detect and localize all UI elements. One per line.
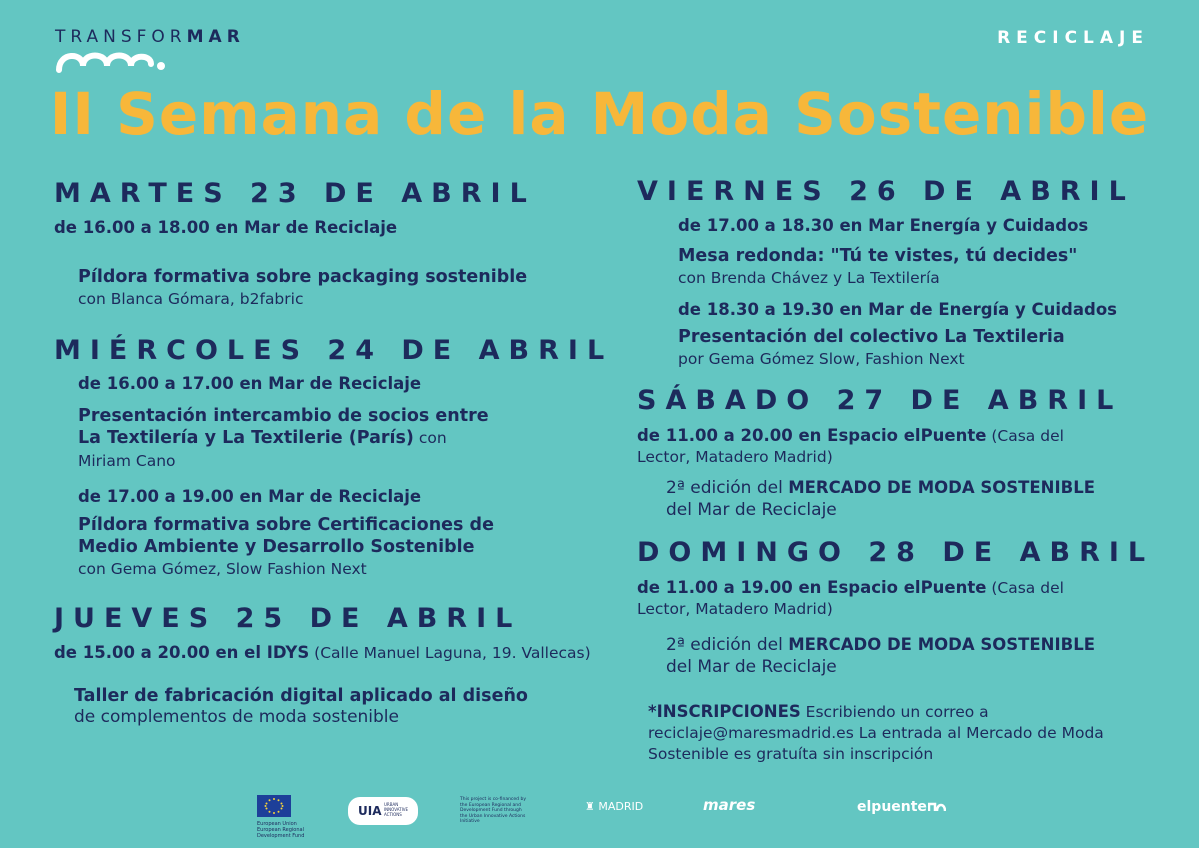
event-title-miercoles-1b <box>78 428 447 448</box>
uia-logo-sub: URBAN INNOVATIVE ACTIONS <box>384 802 409 817</box>
inscripciones-line3: Sostenible es gratuíta sin inscripción <box>648 745 934 763</box>
time-sabado <box>637 426 1064 445</box>
time-domingo <box>637 578 1064 597</box>
event-desc-domingo-pre: 2ª edición del <box>666 635 789 655</box>
cofinanced-text: This project is co-financed by the European Regional and Development Fund through the Urban Innovative Actions Initiative <box>460 797 526 824</box>
elpuente-logo-text: elpuente <box>857 799 927 815</box>
inscripciones-line1 <box>648 701 989 723</box>
time-domingo-line2: Lector, Matadero Madrid) <box>637 600 833 618</box>
elpuente-logo <box>857 799 946 815</box>
event-title-viernes-1: Mesa redonda: "Tú te vistes, tú decides" <box>678 246 1078 266</box>
madrid-bear-icon: ♜ <box>585 800 595 813</box>
event-desc-domingo <box>666 634 1095 656</box>
event-desc-sabado-line2: del Mar de Reciclaje <box>666 500 837 520</box>
event-title-martes: Píldora formativa sobre packaging sostenible <box>78 267 528 287</box>
event-title-jueves: Taller de fabricación digital aplicado al diseño <box>74 686 528 706</box>
bridge-icon <box>928 800 946 812</box>
time-miercoles-1: de 16.00 a 17.00 en Mar de Reciclaje <box>78 374 422 393</box>
uia-logo-label: UIA <box>358 804 382 818</box>
event-title-miercoles-2b: Medio Ambiente y Desarrollo Sostenible <box>78 537 475 557</box>
day-heading-jueves: JUEVES 25 DE ABRIL <box>54 603 522 634</box>
time-jueves-main: de 15.00 a 20.00 en el IDYS <box>54 643 310 662</box>
time-domingo-main: de 11.00 a 19.00 en Espacio elPuente <box>637 578 987 597</box>
mares-logo: mares <box>703 796 756 814</box>
event-desc-sabado-bold: MERCADO DE MODA SOSTENIBLE <box>788 478 1095 497</box>
day-heading-miercoles: MIÉRCOLES 24 DE ABRIL <box>54 335 614 366</box>
eu-logo-text: European Union European Regional Development Fund <box>257 821 305 839</box>
event-title-miercoles-1b-tail: con <box>413 429 447 447</box>
time-sabado-extra: (Casa del <box>986 427 1064 445</box>
time-jueves-location: (Calle Manuel Laguna, 19. Vallecas) <box>309 644 591 662</box>
day-heading-martes: MARTES 23 DE ABRIL <box>54 178 536 209</box>
event-title-viernes-2: Presentación del colectivo La Textileria <box>678 327 1065 347</box>
event-title-miercoles-1b-bold: La Textilería y La Textilerie (París) <box>78 428 414 448</box>
event-title-miercoles-1a: Presentación intercambio de socios entre <box>78 406 489 426</box>
time-miercoles-2: de 17.00 a 19.00 en Mar de Reciclaje <box>78 487 422 506</box>
event-speaker-viernes-2: por Gema Gómez Slow, Fashion Next <box>678 350 965 368</box>
event-speaker-miercoles-1: Miriam Cano <box>78 452 176 470</box>
event-speaker-martes: con Blanca Gómara, b2fabric <box>78 290 304 308</box>
inscripciones-label: *INSCRIPCIONES <box>648 702 801 721</box>
time-sabado-line2: Lector, Matadero Madrid) <box>637 448 833 466</box>
event-desc-sabado-pre: 2ª edición del <box>666 478 789 498</box>
event-title-miercoles-2a: Píldora formativa sobre Certificaciones de <box>78 515 494 535</box>
event-desc-domingo-bold: MERCADO DE MODA SOSTENIBLE <box>788 635 1095 654</box>
time-sabado-main: de 11.00 a 20.00 en Espacio elPuente <box>637 426 987 445</box>
event-desc-sabado <box>666 477 1095 499</box>
day-heading-sabado: SÁBADO 27 DE ABRIL <box>637 385 1123 416</box>
inscripciones-text1: Escribiendo un correo a <box>800 703 989 721</box>
time-domingo-extra: (Casa del <box>986 579 1064 597</box>
time-jueves <box>54 643 591 662</box>
madrid-logo-text: MADRID <box>598 800 644 813</box>
eu-logo <box>257 795 307 839</box>
brand-logo-text <box>55 27 245 47</box>
time-viernes-2: de 18.30 a 19.30 en Mar de Energía y Cuidados <box>678 300 1117 319</box>
event-speaker-miercoles-2: con Gema Gómez, Slow Fashion Next <box>78 560 367 578</box>
day-heading-viernes: VIERNES 26 DE ABRIL <box>637 176 1135 207</box>
inscripciones-line2: reciclaje@maresmadrid.es La entrada al Mercado de Moda <box>648 724 1104 742</box>
event-speaker-viernes-1: con Brenda Chávez y La Textilería <box>678 269 940 287</box>
event-desc-domingo-line2: del Mar de Reciclaje <box>666 657 837 677</box>
brand-light: TRANSFOR <box>55 27 187 47</box>
event-desc-jueves: de complementos de moda sostenible <box>74 707 399 727</box>
brand-bold: MAR <box>186 27 245 47</box>
page-title: II Semana de la Moda Sostenible <box>49 80 1150 148</box>
eu-flag-icon <box>257 795 291 817</box>
time-viernes-1: de 17.00 a 18.30 en Mar Energía y Cuidados <box>678 216 1089 235</box>
category-label: RECICLAJE <box>997 28 1149 48</box>
uia-logo <box>348 797 418 825</box>
wave-logo-icon <box>55 48 170 74</box>
time-martes: de 16.00 a 18.00 en Mar de Reciclaje <box>54 218 398 237</box>
day-heading-domingo: DOMINGO 28 DE ABRIL <box>637 537 1155 568</box>
madrid-logo <box>585 800 643 813</box>
